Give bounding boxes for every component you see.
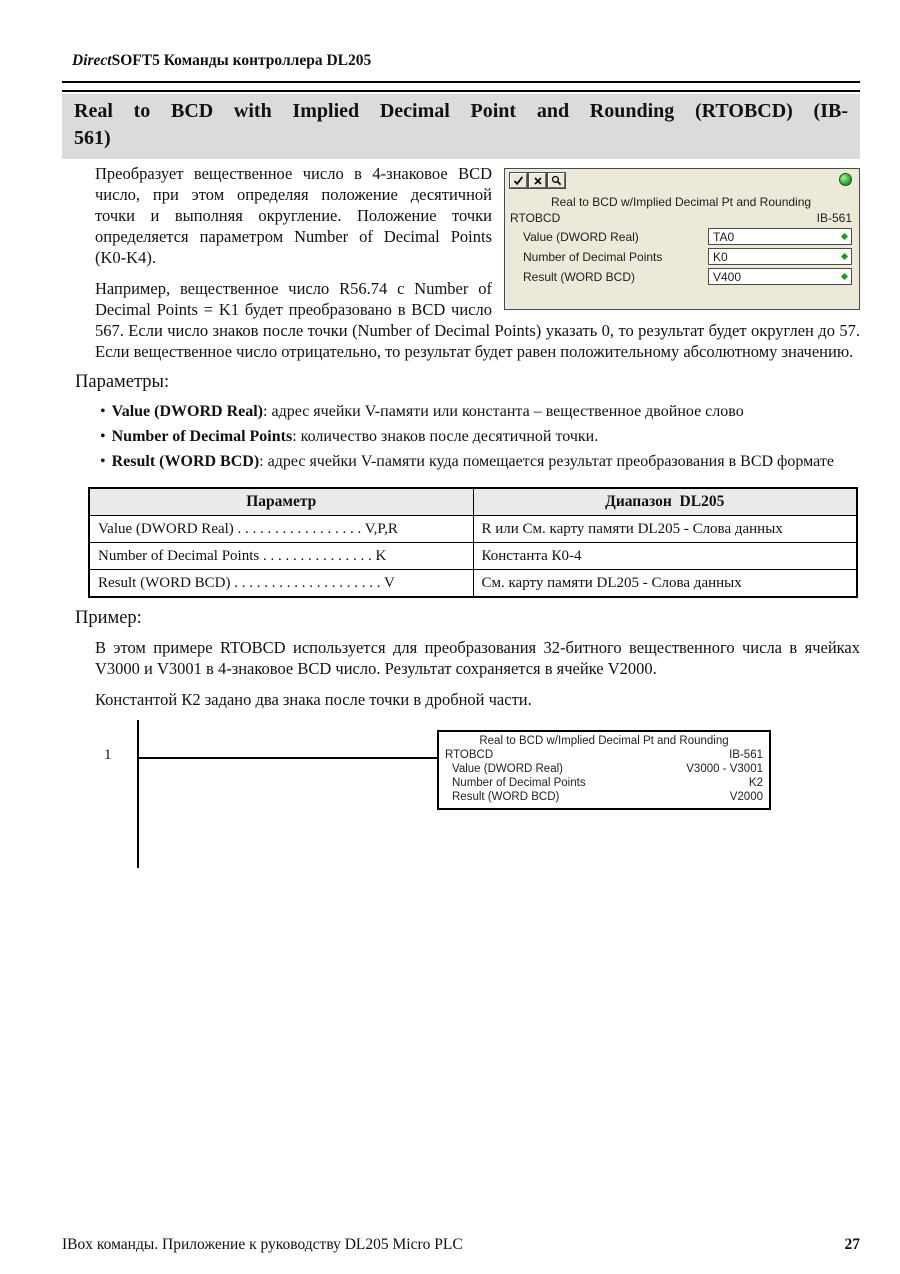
green-diamond-icon	[841, 273, 848, 280]
decimal-points-input-text: K0	[713, 249, 728, 264]
page-footer	[62, 1236, 860, 1254]
page-number: 27	[844, 1236, 860, 1253]
intro-paragraph-1: Преобразует вещественное число в 4-знаковое BCD число, при этом определяя положение десятичной точки и выполняя округление. Положение точки определяется параметром Number of Decimal Points (K0-K4).	[95, 164, 492, 267]
result-field-label: Result (WORD BCD)	[523, 269, 636, 284]
page-body	[62, 163, 860, 880]
parameter-term: Value (DWORD Real)	[111, 403, 264, 420]
section-title-line2: 561)	[74, 127, 111, 149]
parameter-term: Result (WORD BCD)	[111, 453, 260, 470]
bullet-icon: •	[100, 403, 106, 420]
value-input-text: TA0	[713, 229, 735, 244]
section-title	[62, 94, 860, 159]
section-title-line1: Real to BCD with Implied Decimal Point and Rounding (RTOBCD) (IB-	[74, 100, 848, 122]
table-cell: Value (DWORD Real) . . . . . . . . . . . . . . . . . V,P,R	[89, 516, 473, 543]
running-head	[72, 52, 371, 70]
value-field-label: Value (DWORD Real)	[523, 229, 639, 244]
column-header-parameter: Параметр	[89, 488, 473, 516]
table-cell: Result (WORD BCD) . . . . . . . . . . . . . . . . . . . . V	[89, 570, 473, 598]
rung-number: 1	[104, 747, 112, 763]
magnifier-icon	[551, 175, 562, 186]
rtobcd-instruction-box	[437, 730, 771, 810]
instruction-param-value: V3000 - V3001	[686, 763, 763, 775]
table-cell: Number of Decimal Points . . . . . . . . . . . . . . . K	[89, 543, 473, 570]
footer-text: IBox команды. Приложение к руководству DL205 Micro PLC	[62, 1236, 463, 1253]
parameter-desc: : количество знаков после десятичной точки.	[292, 428, 599, 445]
x-icon	[533, 176, 543, 186]
example-section	[62, 637, 860, 710]
result-input-text: V400	[713, 269, 742, 284]
parameter-desc: : адрес ячейки V-памяти или константа – вещественное двойное слово	[263, 403, 744, 420]
table-row	[89, 570, 857, 598]
example-heading: Пример:	[75, 608, 142, 628]
dialog-field-row	[510, 248, 852, 265]
parameter-desc: : адрес ячейки V-памяти куда помещается результат преобразования в BCD формате	[259, 453, 834, 470]
decimal-points-input[interactable]	[708, 248, 852, 265]
instruction-param-value: K2	[748, 777, 763, 789]
dialog-mnemonic: RTOBCD	[510, 211, 561, 225]
instruction-param-row	[445, 763, 763, 775]
check-icon	[513, 175, 524, 186]
table-cell: См. карту памяти DL205 - Слова данных	[473, 570, 857, 598]
instruction-title: Real to BCD w/Implied Decimal Pt and Rounding	[479, 735, 729, 747]
parameters-list	[62, 401, 860, 473]
green-diamond-icon	[841, 233, 848, 240]
accept-button[interactable]	[510, 173, 527, 188]
dialog-title: Real to BCD w/Implied Decimal Pt and Rounding	[550, 195, 812, 209]
dialog-ibox-code: IB-561	[816, 211, 852, 225]
status-indicator-icon	[839, 173, 852, 186]
dialog-field-row	[510, 228, 852, 245]
instruction-mnemonic: RTOBCD	[445, 749, 494, 761]
green-diamond-icon	[841, 253, 848, 260]
table-row	[89, 543, 857, 570]
instruction-param-label: Number of Decimal Points	[452, 777, 586, 789]
parameter-item	[100, 451, 860, 473]
cancel-button[interactable]	[529, 173, 546, 188]
browse-button[interactable]	[548, 173, 565, 188]
parameter-range-table	[88, 487, 858, 598]
instruction-param-row	[445, 777, 763, 789]
table-row	[89, 516, 857, 543]
instruction-code-row	[445, 749, 763, 761]
rtobcd-dialog-screenshot	[504, 168, 860, 310]
table-cell: Константа К0-4	[473, 543, 857, 570]
running-head-text: SOFT5 Команды контроллера DL205	[111, 52, 372, 69]
bullet-icon: •	[100, 428, 106, 445]
rung-wire	[137, 757, 439, 759]
dialog-code-row	[510, 211, 852, 225]
table-cell: R или См. карту памяти DL205 - Слова данных	[473, 516, 857, 543]
bullet-icon: •	[100, 453, 106, 470]
brand-name-italic: Direct	[72, 52, 112, 69]
instruction-param-value: V2000	[729, 791, 763, 803]
instruction-ibox-code: IB-561	[729, 749, 763, 761]
instruction-param-label: Value (DWORD Real)	[452, 763, 563, 775]
value-input[interactable]	[708, 228, 852, 245]
column-header-range: Диапазон DL205	[473, 488, 857, 516]
parameters-heading: Параметры:	[75, 372, 170, 392]
ladder-rail	[137, 720, 139, 868]
decimal-points-field-label: Number of Decimal Points	[523, 249, 663, 264]
table-header-row	[89, 488, 857, 516]
header-rule	[62, 81, 860, 92]
dialog-field-row	[510, 268, 852, 285]
instruction-param-row	[445, 791, 763, 803]
ladder-diagram	[62, 720, 860, 880]
parameter-term: Number of Decimal Points	[111, 428, 293, 445]
intro-section	[62, 163, 860, 362]
example-paragraph-2: Константой К2 задано два знака после точки в дробной части.	[95, 690, 532, 709]
result-input[interactable]	[708, 268, 852, 285]
intro-paragraph-2: Например, вещественное число R56.74 с Number of Decimal Points = K1 будет преобразовано в BCD число 567. Если число знаков после точки (Number of Decimal Points) указать 0, то результат будет округлен до 57. Если вещественное число отрицательно, то результат будет равен положительному абсолютному значению.	[95, 279, 860, 361]
parameter-item	[100, 426, 860, 448]
parameter-item	[100, 401, 860, 423]
example-paragraph-1: В этом примере RTOBCD используется для преобразования 32-битного вещественного числа в ячейках V3000 и V3001 в 4-знаковое BCD число. Результат сохраняется в ячейке V2000.	[95, 638, 860, 678]
dialog-toolbar	[510, 173, 852, 192]
instruction-param-label: Result (WORD BCD)	[452, 791, 560, 803]
